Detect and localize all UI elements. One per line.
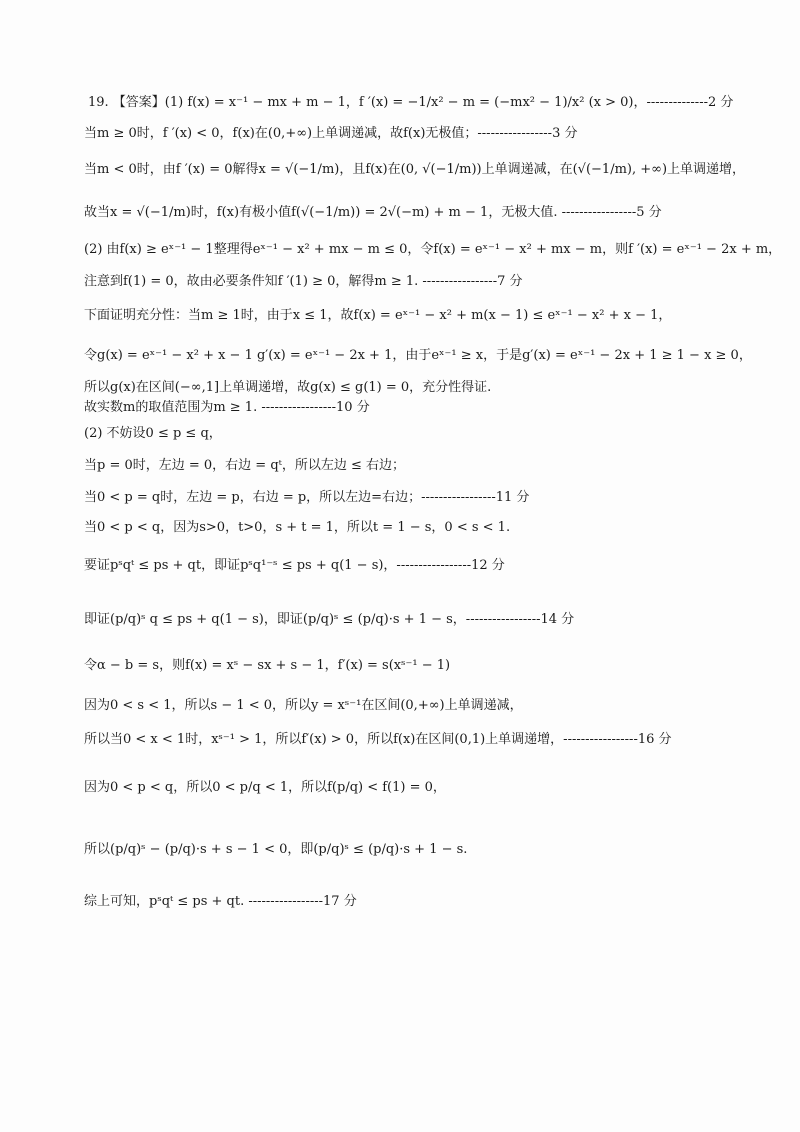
answer-line-10: 故实数m的取值范围为m ≥ 1. -----------------10 分 — [84, 400, 370, 415]
answer-line-4: 故当x = √(−1/m)时，f(x)有极小值f(√(−1/m)) = 2√(−m) + m − 1，无极大值. -----------------5 分 — [84, 205, 662, 220]
answer-line-14: 当0 < p < q，因为s>0，t>0，s + t = 1，所以t = 1 − s，0 < s < 1. — [84, 520, 511, 535]
answer-line-13: 当0 < p = q时，左边 = p，右边 = p，所以左边=右边；-----------------11 分 — [84, 490, 530, 505]
answer-line-20: 因为0 < p < q，所以0 < p/q < 1，所以f(p/q) < f(1) = 0， — [84, 780, 446, 795]
answer-line-7: 下面证明充分性：当m ≥ 1时，由于x ≤ 1，故f(x) = eˣ⁻¹ − x² + m(x − 1) ≤ eˣ⁻¹ − x² + x − 1， — [84, 308, 672, 323]
answer-line-6: 注意到f(1) = 0，故由必要条件知f ′(1) ≥ 0，解得m ≥ 1. -----------------7 分 — [84, 274, 523, 289]
answer-line-2: 当m ≥ 0时，f ′(x) < 0，f(x)在(0,+∞)上单调递减，故f(x)无极值；-----------------3 分 — [84, 126, 578, 141]
answer-line-11: (2) 不妨设0 ≤ p ≤ q， — [84, 426, 222, 441]
answer-line-17: 令α − b = s，则f(x) = xˢ − sx + s − 1，f′(x) = s(xˢ⁻¹ − 1) — [84, 658, 451, 673]
answer-line-19: 所以当0 < x < 1时，xˢ⁻¹ > 1，所以f′(x) > 0，所以f(x)在区间(0,1)上单调递增，-----------------16 分 — [84, 732, 672, 747]
answer-line-22: 综上可知，pˢqᵗ ≤ ps + qt. -----------------17 分 — [84, 894, 357, 909]
answer-line-12: 当p = 0时，左边 = 0，右边 = qᵗ，所以左边 ≤ 右边； — [84, 458, 406, 473]
answer-line-9: 所以g(x)在区间(−∞,1]上单调递增，故g(x) ≤ g(1) = 0，充分性得证. — [84, 380, 492, 395]
answer-line-15: 要证pˢqᵗ ≤ ps + qt，即证pˢq¹⁻ˢ ≤ ps + q(1 − s)，-----------------12 分 — [84, 558, 505, 573]
answer-line-5: (2) 由f(x) ≥ eˣ⁻¹ − 1整理得eˣ⁻¹ − x² + mx − m ≤ 0，令f(x) = eˣ⁻¹ − x² + mx − m，则f ′(x) = eˣ⁻¹ − 2x + m， — [84, 242, 782, 257]
answer-line-8: 令g(x) = eˣ⁻¹ − x² + x − 1 g′(x) = eˣ⁻¹ − 2x + 1，由于eˣ⁻¹ ≥ x，于是g′(x) = eˣ⁻¹ − 2x + 1 ≥ 1 − x ≥ 0， — [84, 348, 752, 363]
answer-line-21: 所以(p/q)ˢ − (p/q)·s + s − 1 < 0，即(p/q)ˢ ≤ (p/q)·s + 1 − s. — [84, 842, 468, 857]
answer-line-1: 19. 【答案】(1) f(x) = x⁻¹ − mx + m − 1，f ′(x) = −1/x² − m = (−mx² − 1)/x² (x > 0)，--------------2 分 — [88, 95, 734, 110]
answer-line-3: 当m < 0时，由f ′(x) = 0解得x = √(−1/m)，且f(x)在(0, √(−1/m))上单调递减，在(√(−1/m), +∞)上单调递增， — [84, 162, 746, 177]
answer-line-16: 即证(p/q)ˢ q ≤ ps + q(1 − s)，即证(p/q)ˢ ≤ (p/q)·s + 1 − s，-----------------14 分 — [84, 612, 575, 627]
answer-line-18: 因为0 < s < 1，所以s − 1 < 0，所以y = xˢ⁻¹在区间(0,+∞)上单调递减， — [84, 698, 523, 713]
